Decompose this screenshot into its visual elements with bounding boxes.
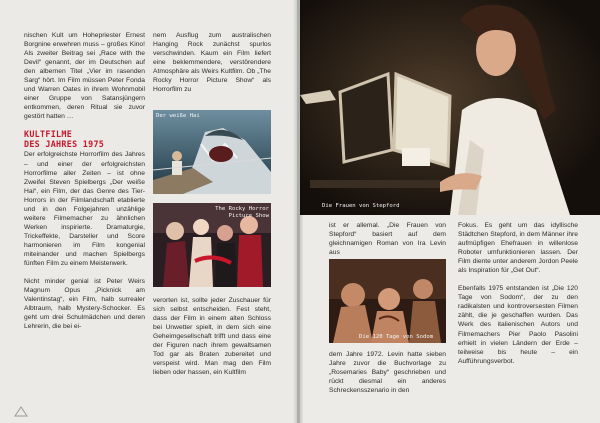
left-column-2-top — [153, 31, 271, 94]
paragraph-rocky-horror: verorten ist, sollte jeder Zuschauer für sich selbst entscheiden. Fest steht, dass der Film in einem alten Schloss bei Unwetter spielt, in dem sich eine Geheimgesellschaft trifft und dass eine der Figuren nach ihrem gewaltsamen Tod gar als Braten zubereitet und verspeist wird. Man mag den Film lieben oder hassen, ein Kultfilm — [153, 297, 271, 377]
photo-rocky-horror — [153, 203, 271, 287]
shark-jaws-icon — [153, 110, 271, 194]
caption-salo: Die 120 Tage von Sodom — [359, 334, 434, 340]
page-corner-mark-icon — [14, 405, 28, 417]
section-heading — [24, 130, 145, 149]
paragraph-stepford-roman: ist er allemal. „Die Frauen von Stepford“ basiert auf dem gleichnamigen Roman von Ira Levin aus — [329, 222, 446, 257]
paragraph-hanging-rock: nem Ausflug zum australischen Hanging Rock zunächst spurlos verschwinden. Kaum ein Film liefert eine beklemmendere, verstörendere Atmosphäre als Weirs Kultfilm. Ob „The Rocky Horror Picture Show“ als Horrorfilm zu — [153, 32, 271, 94]
caption-weisse-hai: Der weiße Hai — [156, 113, 200, 119]
caption-rocky-line2: Picture Show — [228, 213, 269, 219]
paragraph-levin: dem Jahre 1972. Levin hatte sieben Jahre zuvor die Buchvorlage zu „Rosemaries Baby“ geschrieben und rückt diesmal ein anderes Schreckensszenario in den — [329, 351, 446, 395]
gutter-shadow — [293, 0, 303, 423]
paragraph-picknick: Nicht minder genial ist Peter Weirs Magnum Opus „Picknick am Valentinstag“, ein Film, halb surrealer Albtraum, halb Mystery-Schocker. Es geht um drei Schulmädchen und deren Lehrerin, die bei ei- — [24, 278, 145, 331]
photo-120-tage-von-sodom — [329, 259, 446, 343]
paragraph-race-with-the-devil: nischen Kult um Hohepriester Ernest Borgnine erwehren muss – großes Kino! Als zweiter Beitrag sei „Race with the Devil“ genannt, der im Deutschen auf den albernen Titel „Vier im rasenden Sarg“ hört. Im Film müssen Peter Fonda und Warren Oates in ihrem Wohnmobil einer Gruppe von Satansjüngern entkommen, deren Ritual sie zuvor gestört hatten … — [24, 32, 145, 121]
heading-kultfilme: KULTFILME — [24, 129, 73, 140]
caption-rocky-line1: The Rocky Horror — [215, 206, 269, 212]
right-column-1-top — [329, 221, 446, 257]
salo-scene-icon — [329, 259, 446, 343]
caption-rocky-horror — [213, 206, 269, 220]
left-column-1 — [24, 31, 145, 331]
photo-weisse-hai — [153, 110, 271, 194]
right-column-1-bottom — [329, 350, 446, 395]
right-column-2 — [458, 221, 578, 366]
paragraph-weisse-hai: Der erfolgreichste Horrorfilm des Jahres – und einer der erfolgreichsten Horrorfilme aller Zeiten – ist ohne Zweifel Steven Spielbergs „Der weiße Hai“, ein Film, der das Genre des Tier-Horrors in der Filmlandschaft etablierte und in den Folgejahren unzählige weitere Filmemacher zu ähnlichen Werken inspirierte. Dramaturgie, Trickeffekte, Darsteller und Score harmonieren im Film kongenial miteinander und machen Spielbergs fünften Film zu einem Meisterwerk. — [24, 151, 145, 268]
left-column-2-bottom — [153, 296, 271, 377]
photo-frauen-von-stepford — [300, 0, 600, 215]
heading-des-jahres: DES JAHRES 1975 — [24, 138, 105, 149]
paragraph-120-tage: Ebenfalls 1975 entstanden ist „Die 120 Tage von Sodom“, der zu den radikalsten und kontroversesten Filmen zählt, die je geschaffen wurden. Das Werk des italienischen Autors und Filmemachers Pier Paolo Pasolini erhielt in vielen Ländern der Erde – teilweise bis heute – ein Aufführungsverbot. — [458, 285, 578, 365]
right-page — [300, 0, 600, 423]
stepford-actress-icon — [300, 0, 600, 215]
paragraph-stepford-plot: Fokus. Es geht um das idyllische Städtchen Stepford, in dem Männer ihre aufmüpfigen Ehefrauen in willenlose Roboter umfunktionieren lassen. Der Film diente unter anderem Jordon Peele als Inspiration für „Get Out“. — [458, 222, 578, 275]
left-page — [0, 0, 297, 423]
caption-stepford: Die Frauen von Stepford — [322, 203, 400, 209]
